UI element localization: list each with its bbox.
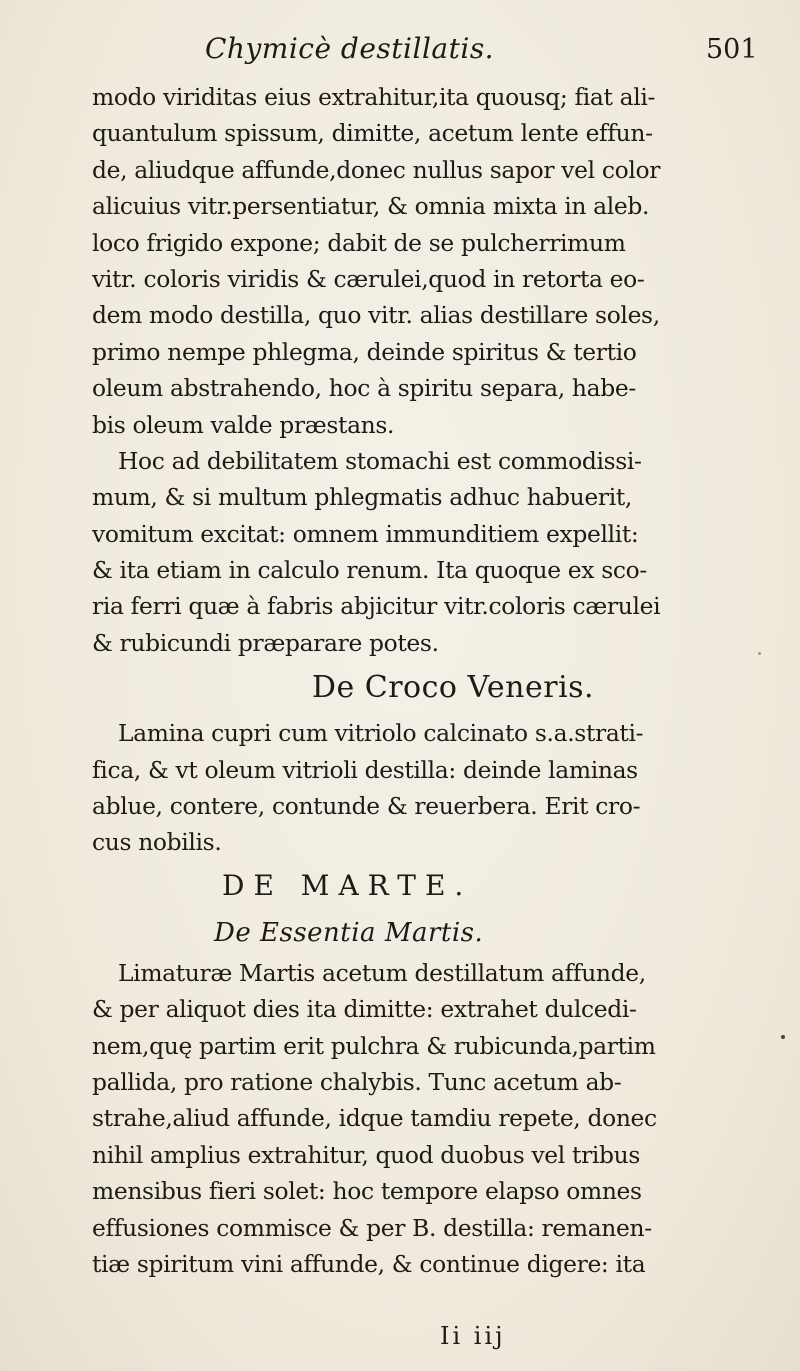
- text-line: & rubicundi præparare potes.: [92, 628, 439, 657]
- text-line: ria ferri quæ à fabris abjicitur vitr.coloris cærulei: [92, 592, 661, 621]
- text-line: Limaturæ Martis acetum destillatum affunde,: [118, 958, 646, 987]
- body-text: [92, 79, 774, 1282]
- text-line: nem,quę partim erit pulchra & rubicunda,partim: [92, 1031, 656, 1060]
- paragraph-2: [92, 443, 774, 661]
- text-line: cus nobilis.: [92, 828, 222, 857]
- text-line: Hoc ad debilitatem stomachi est commodissi-: [118, 446, 642, 475]
- page-header: [0, 26, 800, 76]
- text-line: vitr. coloris viridis & cærulei,quod in retorta eo-: [92, 264, 645, 293]
- text-line: vomitum excitat: omnem immunditiem expellit:: [92, 519, 639, 548]
- text-line: nihil amplius extrahitur, quod duobus vel tribus: [92, 1140, 641, 1169]
- paper-speck: [781, 1035, 785, 1039]
- signature-mark: Ii iij: [440, 1322, 506, 1350]
- paragraph-1: [92, 79, 774, 443]
- subheading-essentia-martis: De Essentia Martis.: [214, 917, 484, 948]
- text-line: bis oleum valde præstans.: [92, 410, 395, 439]
- section-heading-croco-veneris: De Croco Veneris.: [311, 670, 595, 706]
- text-line: pallida, pro ratione chalybis. Tunc acetum ab-: [92, 1067, 622, 1096]
- text-line: & ita etiam in calculo renum. Ita quoque ex sco-: [92, 556, 647, 585]
- paper-speck: [758, 652, 761, 655]
- text-line: alicuius vitr.persentiatur, & omnia mixta in aleb.: [92, 192, 650, 221]
- text-line: fica, & vt oleum vitrioli destilla: deinde laminas: [92, 755, 638, 784]
- running-title: Chymicè destillatis.: [205, 32, 495, 65]
- text-line: mum, & si multum phlegmatis adhuc habuerit,: [92, 483, 632, 512]
- text-line: ablue, contere, contunde & reuerbera. Erit cro-: [92, 792, 641, 821]
- text-line: effusiones commisce & per B. destilla: remanen-: [92, 1213, 652, 1242]
- text-line: oleum abstrahendo, hoc à spiritu separa, habe-: [92, 374, 636, 403]
- text-line: loco frigido expone; dabit de se pulcherrimum: [92, 228, 626, 257]
- text-line: Lamina cupri cum vitriolo calcinato s.a.strati-: [118, 719, 644, 748]
- page-number: 501: [706, 34, 758, 65]
- text-line: modo viriditas eius extrahitur,ita quousq; fiat ali-: [92, 83, 656, 111]
- text-line: tiæ spiritum vini affunde, & continue digere: ita: [92, 1249, 646, 1278]
- text-line: de, aliudque affunde,donec nullus sapor vel color: [92, 155, 661, 184]
- text-line: strahe,aliud affunde, idque tamdiu repete, donec: [92, 1104, 657, 1133]
- paragraph-4: [92, 955, 774, 1283]
- paragraph-3: [92, 715, 774, 861]
- text-line: primo nempe phlegma, deinde spiritus & tertio: [92, 337, 637, 366]
- text-line: & per aliquot dies ita dimitte: extrahet dulcedi-: [92, 995, 637, 1024]
- text-line: quantulum spissum, dimitte, acetum lente effun-: [92, 119, 653, 148]
- text-line: mensibus fieri solet: hoc tempore elapso omnes: [92, 1177, 642, 1206]
- text-line: dem modo destilla, quo vitr. alias destillare soles,: [92, 301, 660, 330]
- section-heading-de-marte: DE MARTE.: [222, 868, 473, 902]
